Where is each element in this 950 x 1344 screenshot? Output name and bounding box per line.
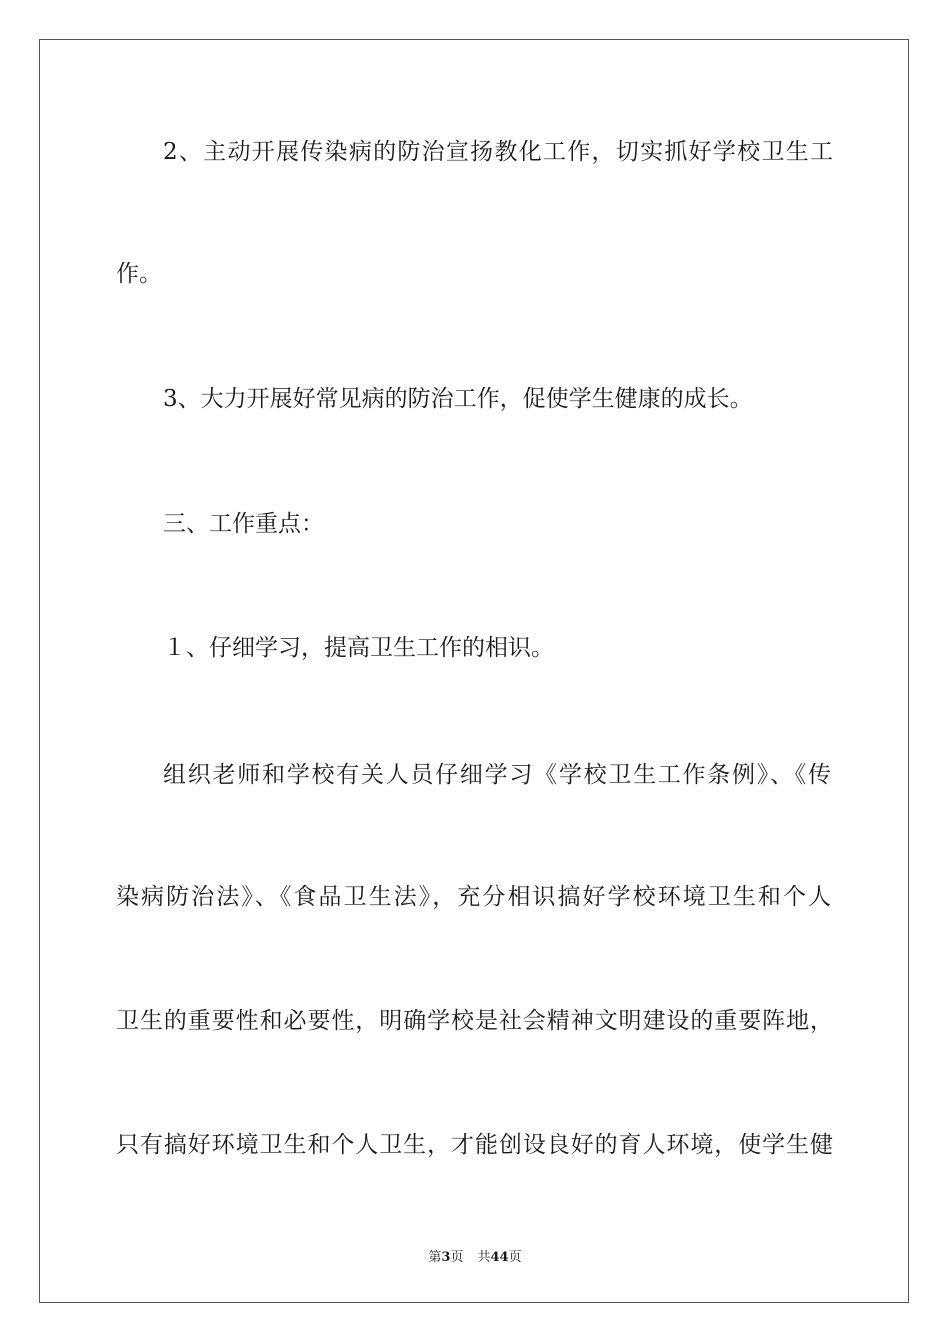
page-total: 44	[490, 1250, 509, 1265]
total-prefix: 共	[477, 1250, 491, 1265]
subsection-heading: １、仔细学习，提高卫生工作的相识。	[163, 635, 554, 661]
page-number: 3	[441, 1250, 451, 1265]
total-unit: 页	[508, 1250, 522, 1265]
paragraph-line-1: 2、主动开展传染病的防治宣扬教化工作，切实抓好学校卫生工	[163, 139, 833, 165]
paragraph-line-3: 3、大力开展好常见病的防治工作，促使学生健康的成长。	[163, 386, 753, 412]
paragraph-line-9: 只有搞好环境卫生和个人卫生，才能创设良好的育人环境，使学生健	[116, 1132, 833, 1158]
page-unit: 页	[450, 1250, 464, 1265]
paragraph-line-6: 组织老师和学校有关人员仔细学习《学校卫生工作条例》、《传	[163, 762, 831, 788]
paragraph-line-7: 染病防治法》、《食品卫生法》，充分相识搞好学校环境卫生和个人	[116, 884, 831, 910]
page-footer	[0, 1246, 950, 1265]
page-border	[39, 39, 909, 1303]
page-prefix: 第	[428, 1250, 442, 1265]
section-heading: 三、工作重点：	[163, 511, 324, 537]
paragraph-line-2: 作。	[116, 261, 162, 287]
paragraph-line-8: 卫生的重要性和必要性，明确学校是社会精神文明建设的重要阵地，	[116, 1008, 833, 1034]
